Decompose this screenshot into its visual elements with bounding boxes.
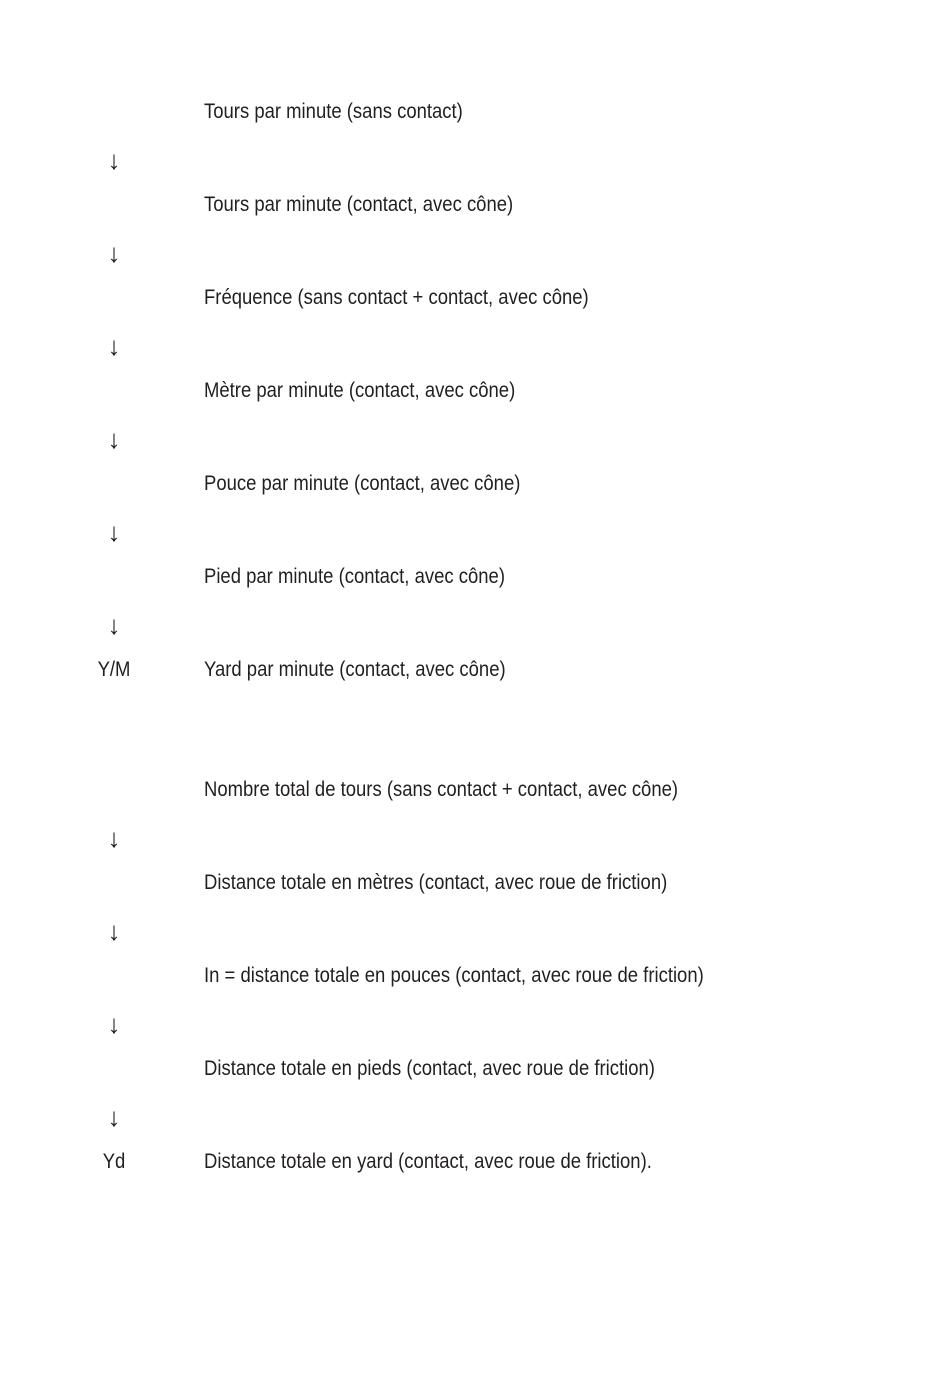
- mode-row: [0, 868, 950, 898]
- mode-description: Pouce par minute (contact, avec cône): [204, 472, 521, 495]
- mode-row: [0, 1054, 950, 1084]
- mode-row: [0, 655, 950, 685]
- mode-row: [0, 562, 950, 592]
- arrow-down-icon: ↓: [107, 331, 121, 361]
- arrow-down-icon: ↓: [107, 238, 121, 268]
- arrow-down-icon: ↓: [107, 610, 121, 640]
- mode-description: Nombre total de tours (sans contact + contact, avec cône): [204, 778, 679, 801]
- mode-unit: Yd: [102, 1150, 126, 1173]
- mode-row: [0, 283, 950, 313]
- mode-description: In = distance totale en pouces (contact, avec roue de friction): [204, 964, 704, 987]
- mode-description: Mètre par minute (contact, avec cône): [204, 379, 516, 402]
- mode-unit: Y/M: [97, 658, 131, 681]
- arrow-down-icon: ↓: [107, 1009, 121, 1039]
- mode-description: Pied par minute (contact, avec cône): [204, 565, 505, 588]
- arrow-down-icon: ↓: [107, 823, 121, 853]
- mode-description: Tours par minute (sans contact): [204, 100, 463, 123]
- mode-description: Fréquence (sans contact + contact, avec cône): [204, 286, 589, 309]
- mode-row: [0, 961, 950, 991]
- mode-description: Distance totale en pieds (contact, avec roue de friction): [204, 1057, 655, 1080]
- mode-row: [0, 190, 950, 220]
- arrow-down-icon: ↓: [107, 424, 121, 454]
- arrow-down-icon: ↓: [107, 145, 121, 175]
- mode-row: [0, 1147, 950, 1177]
- mode-row: [0, 775, 950, 805]
- arrow-down-icon: ↓: [107, 1102, 121, 1132]
- arrow-down-icon: ↓: [107, 916, 121, 946]
- mode-description: Distance totale en mètres (contact, avec roue de friction): [204, 871, 668, 894]
- mode-row: [0, 469, 950, 499]
- mode-description: Yard par minute (contact, avec cône): [204, 658, 506, 681]
- mode-row: [0, 97, 950, 127]
- arrow-down-icon: ↓: [107, 517, 121, 547]
- mode-description: Distance totale en yard (contact, avec roue de friction).: [204, 1150, 652, 1173]
- mode-row: [0, 376, 950, 406]
- mode-description: Tours par minute (contact, avec cône): [204, 193, 514, 216]
